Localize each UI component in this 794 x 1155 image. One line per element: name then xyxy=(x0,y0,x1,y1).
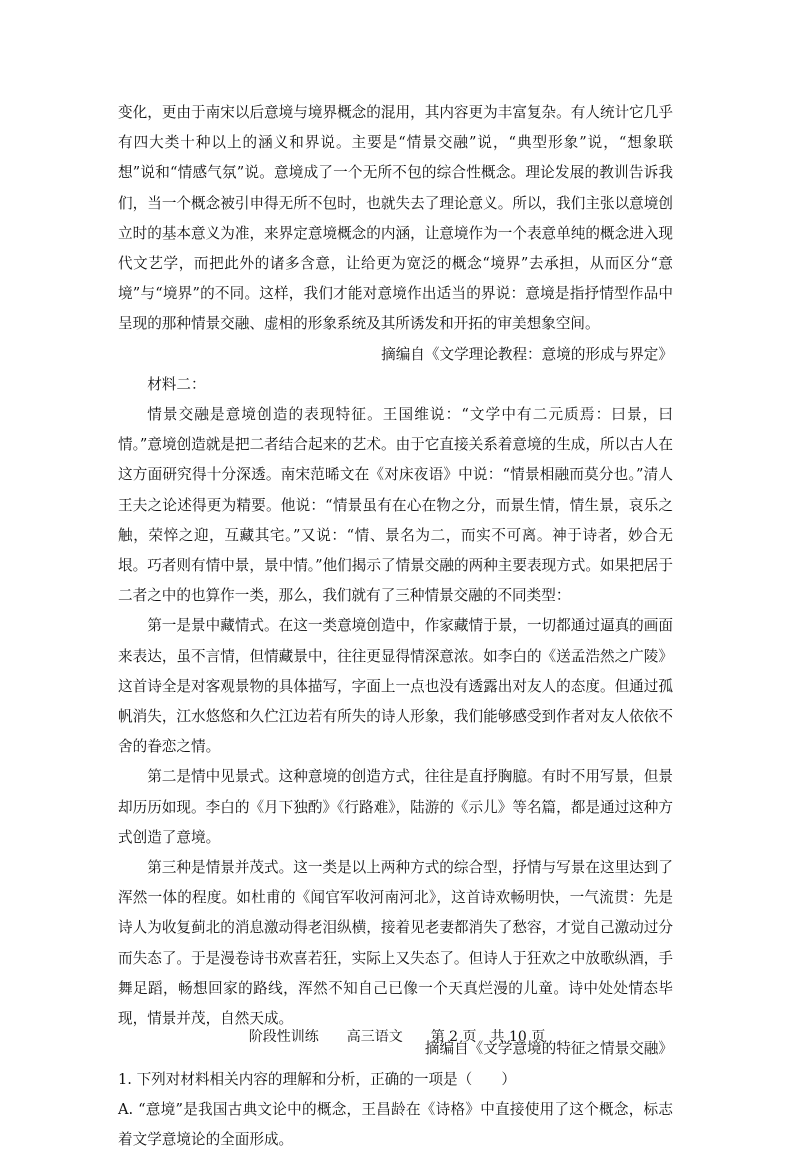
material2-source: 摘编自《文学意境的特征之情景交融》 xyxy=(424,1040,673,1058)
question-stem: 1. 下列对材料相关内容的理解和分析，正确的一项是（ ） xyxy=(118,1070,517,1088)
material2-paragraph-3: 第二是情中见景式。这种意境的创造方式，往往是直抒胸臆。有时不用写景，但景却历历如现。李白的《月下独酌》《行路难》，陆游的《示儿》等名篇，都是通过这种方式创造了意境。 xyxy=(118,768,673,846)
material2-paragraph-4: 第三种是情景并茂式。这一类是以上两种方式的综合型，抒情与写景在这里达到了浑然一体的程度。如杜甫的《闻官军收河南河北》，这首诗欢畅明快，一气流贯：先是诗人为收复蓟北的消息激动得老泪纵横，接着见老妻都消失了愁容，才觉自己激动过分而失态了。于是漫卷诗书欢喜若狂，实际上又失态了。但诗人于狂欢之中放歌纵酒，手舞足蹈，畅想回家的路线，浑然不知自己已像一个天真烂漫的儿童。诗中处处情态毕现，情景并茂，自然天成。 xyxy=(118,859,673,1028)
body-text xyxy=(118,98,673,1155)
material1-paragraph: 变化，更由于南宋以后意境与境界概念的混用，其内容更为丰富复杂。有人统计它几乎有四大类十种以上的涵义和界说。主要是“情景交融”说，“典型形象”说，“想象联想”说和“情感气氛”说。意境成了一个无所不包的综合性概念。理论发展的教训告诉我们，当一个概念被引申得无所不包时，也就失去了理论意义。所以，我们主张以意境创立时的基本意义为准，来界定意境概念的内涵，让意境作为一个表意单纯的概念进入现代文艺学，而把此外的诸多含意，让给更为宽泛的概念“境界”去承担，从而区分“意境”与“境界”的不同。这样，我们才能对意境作出适当的界说：意境是指抒情型作品中呈现的那种情景交融、虚相的形象系统及其所诱发和开拓的审美想象空间。 xyxy=(118,104,673,333)
page-footer: 阶段性训练 高三语文 第 2 页 共 10 页 xyxy=(248,1029,546,1045)
material2-paragraph-1: 情景交融是意境创造的表现特征。王国维说：“文学中有二元质焉：曰景，曰情。”意境创造就是把二者结合起来的艺术。由于它直接关系着意境的生成，所以古人在这方面研究得十分深透。南宋范晞文在《对床夜语》中说：“情景相融而莫分也。”清人王夫之论述得更为精要。他说：“情景虽有在心在物之分，而景生情，情生景，哀乐之触，荣悴之迎，互藏其宅。”又说：“情、景名为二，而实不可离。神于诗者，妙合无垠。巧者则有情中景，景中情。”他们揭示了情景交融的两种主要表现方式。如果把居于二者之中的也算作一类，那么，我们就有了三种情景交融的不同类型： xyxy=(118,406,673,605)
material2-paragraph-2: 第一是景中藏情式。在这一类意境创造中，作家藏情于景，一切都通过逼真的画面来表达，虽不言情，但情藏景中，往往更显得情深意浓。如李白的《送孟浩然之广陵》这首诗全是对客观景物的具体描写，字面上一点也没有透露出对友人的态度。但通过孤帆消失，江水悠悠和久伫江边若有所失的诗人形象，我们能够感受到作者对友人依依不舍的眷恋之情。 xyxy=(118,617,673,756)
material2-heading: 材料二： xyxy=(147,375,206,393)
question-option-a: A. “意境”是我国古典文论中的概念，王昌龄在《诗格》中直接使用了这个概念，标志着文学意境论的全面形成。 xyxy=(118,1100,673,1148)
material1-source: 摘编自《文学理论教程：意境的形成与界定》 xyxy=(381,345,673,363)
